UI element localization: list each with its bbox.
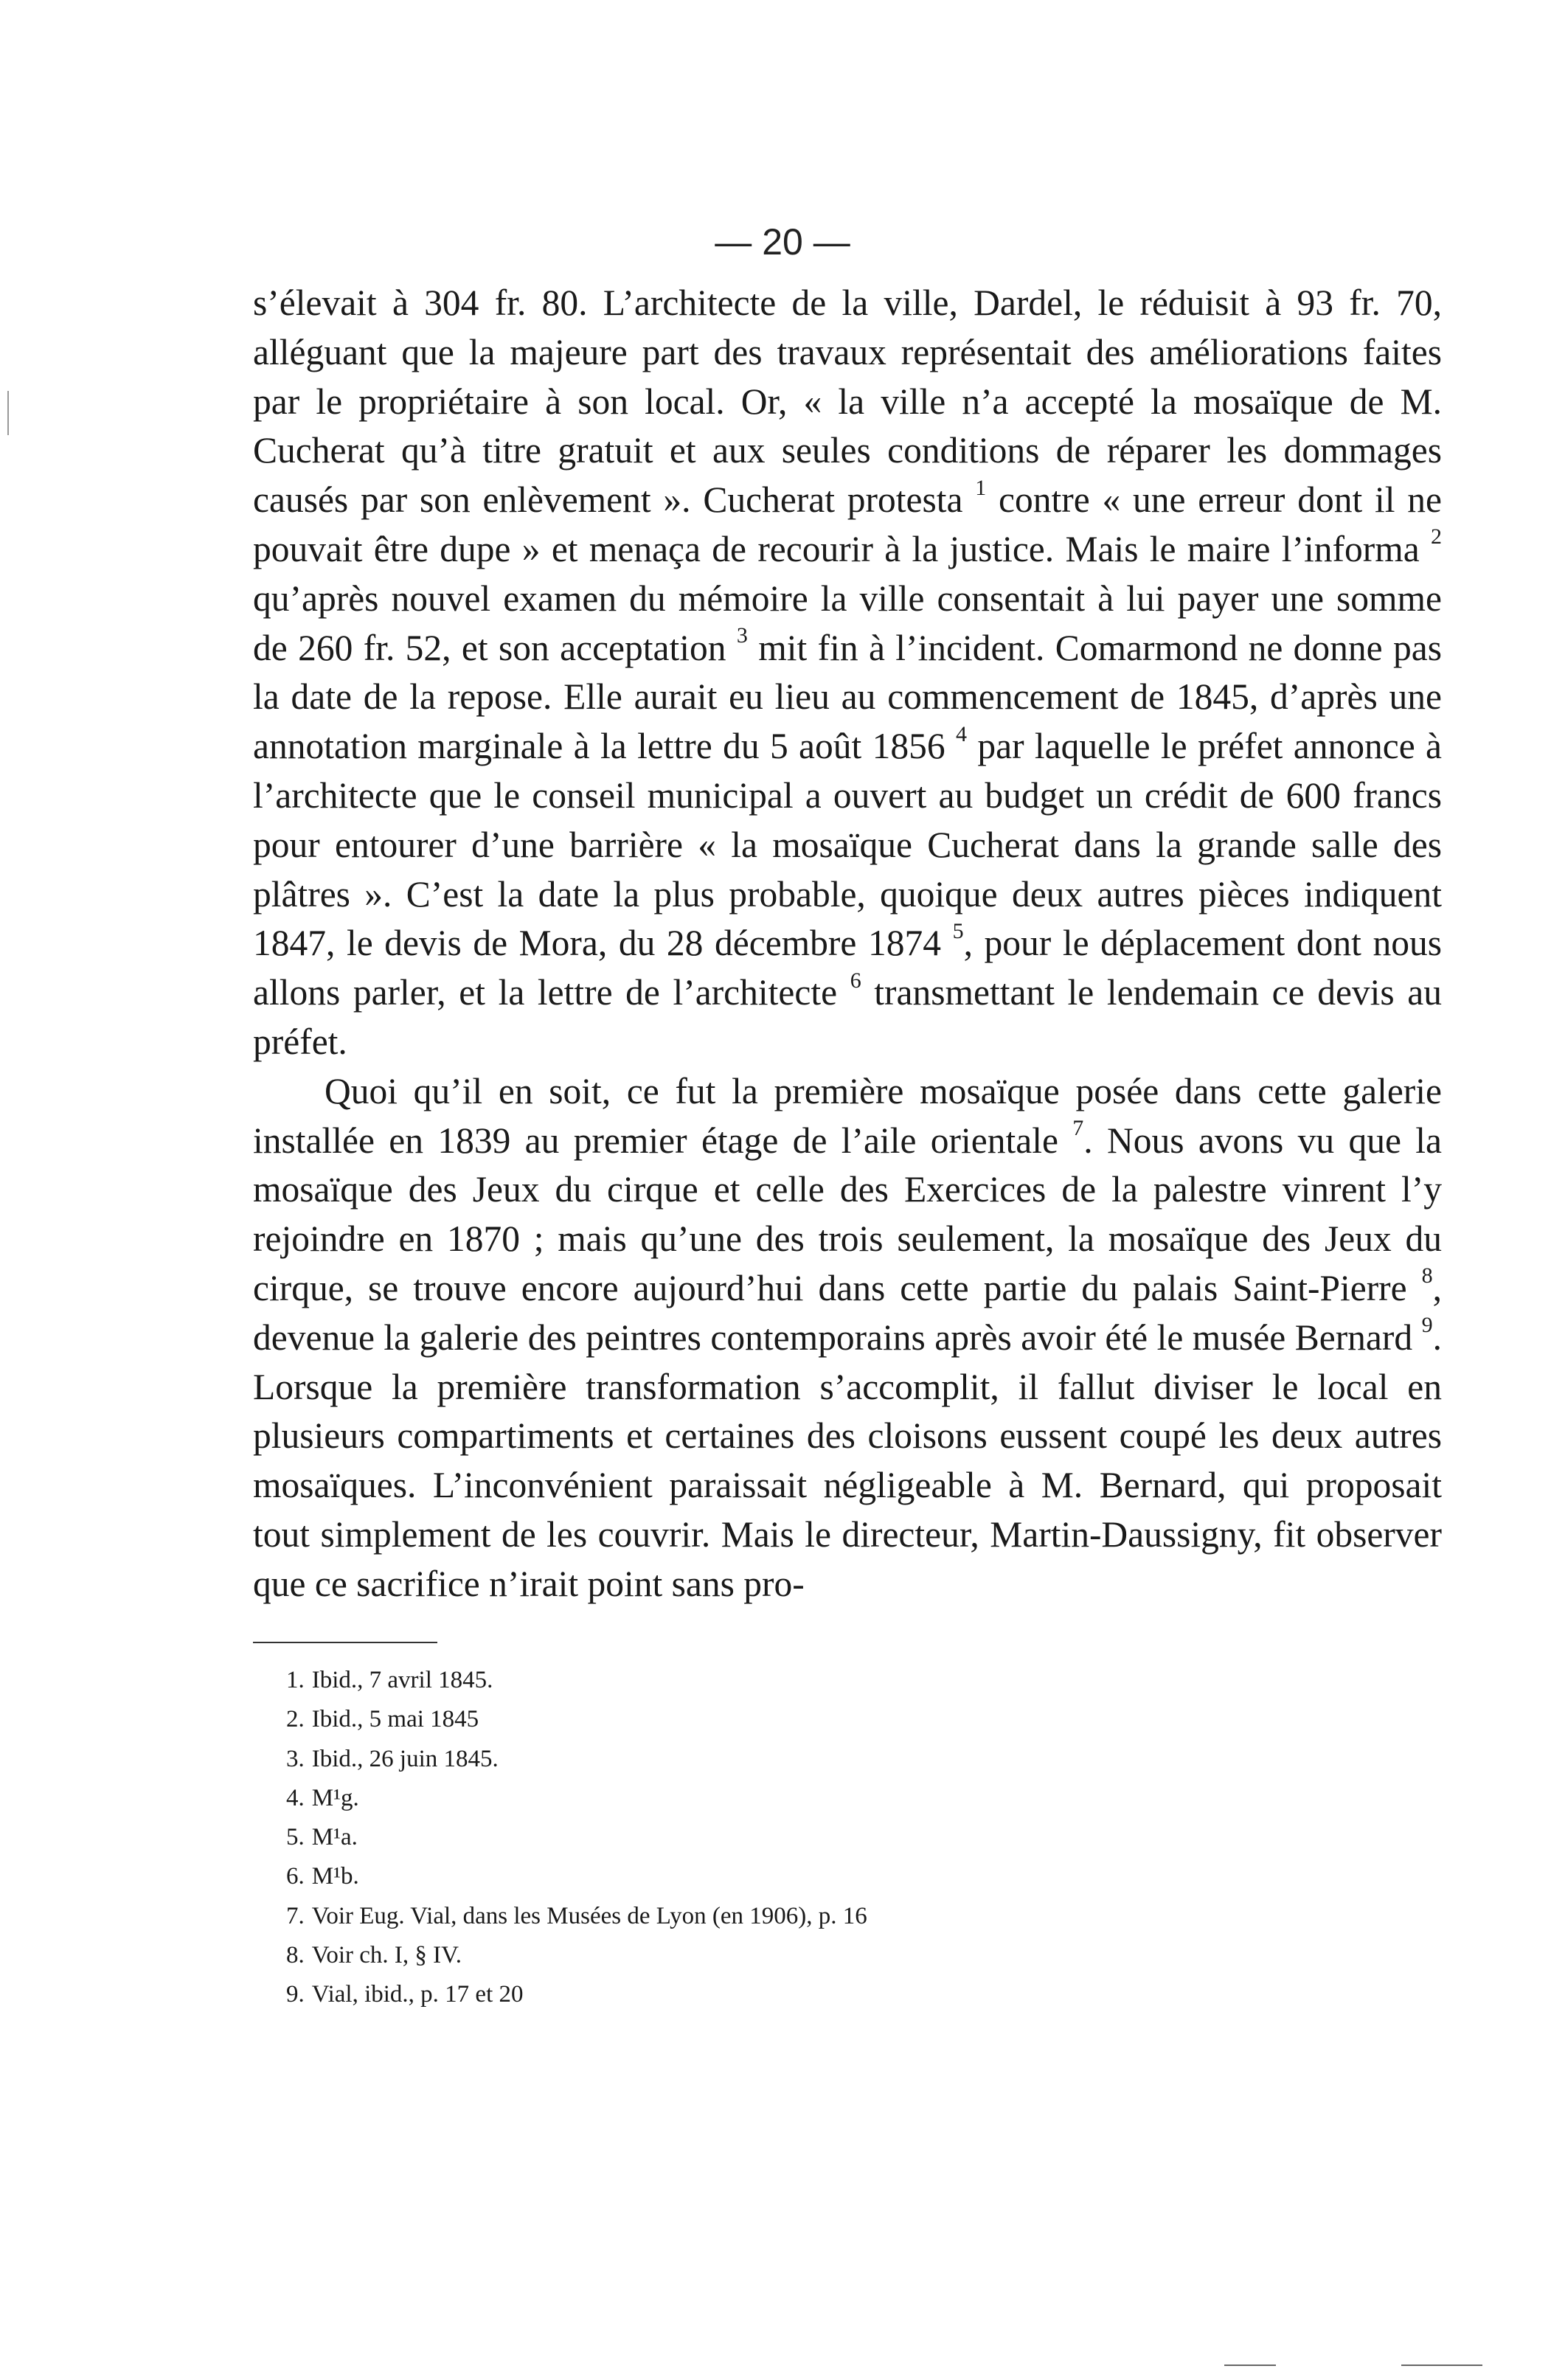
footnote	[286, 1700, 1319, 1739]
footnote	[286, 1975, 1319, 2014]
footnote-number: 7.	[286, 1902, 305, 1929]
text-run: . Lorsque la première transformation s’accomplit, il fallut diviser le local en plusieurs compartiments et certaines des cloisons eussent coupé les deux autres mosaïques. L’inconvénient paraissait négligeable à M. Bernard, qui proposait tout simplement de les couvrir. Mais le directeur, Martin-Daussigny, fit observer que ce sacrifice n’irait point sans pro-	[253, 1316, 1442, 1604]
text-run: Quoi qu’il en soit, ce fut la première mosaïque posée dans cette galerie installée en 1839 au premier étage de l’aile orientale	[253, 1070, 1442, 1161]
footnote-text: Vial, ibid., p. 17 et 20	[311, 1981, 524, 2008]
footnote-reference: 6	[850, 968, 861, 993]
bottom-rule-decoration	[1401, 2365, 1482, 2366]
text-run: . Nous avons vu que la mosaïque des Jeux du cirque et celle des Exercices de la palestre vinrent l’y rejoindre en 1870 ; mais qu’une des trois seulement, la mosaïque des Jeux du cirque, se trouve encore aujourd’hui dans cette partie du palais Saint-Pierre	[253, 1120, 1442, 1308]
footnote-reference: 3	[736, 623, 748, 648]
footnote	[286, 1661, 1319, 1700]
footnote-number: 9.	[286, 1981, 305, 2008]
footnote-reference: 9	[1421, 1313, 1433, 1338]
footnote-reference: 8	[1421, 1263, 1433, 1288]
footnote-reference: 5	[952, 918, 964, 943]
footnote-number: 5.	[286, 1824, 305, 1851]
footnotes	[286, 1661, 1319, 2015]
footnote-text: Ibid., 7 avril 1845.	[311, 1667, 493, 1693]
footnote-text: M¹a.	[311, 1824, 358, 1851]
footnote-number: 3.	[286, 1745, 305, 1772]
text-run: mit fin à l’incident. Comarmond ne donne pas la date de la repose. Elle aurait eu lieu au commencement de 1845, d’après une annotation marginale à la lettre du 5 août 1856	[253, 627, 1442, 767]
text-run: s’élevait à 304 fr. 80. L’architecte de la ville, Dardel, le réduisit à 93 fr. 70, alléguant que la majeure part des travaux représentait des améliorations faites par le propriétaire à son local. Or, « la ville n’a accepté la mosaïque de M. Cucherat qu’à titre gratuit et aux seules conditions de réparer les dommages causés par son enlèvement ». Cucherat protesta	[253, 282, 1442, 521]
footnote-number: 2.	[286, 1706, 305, 1733]
footnote-text: M¹g.	[311, 1784, 359, 1811]
footnote-number: 8.	[286, 1942, 305, 1969]
bottom-rule-decoration	[1224, 2365, 1276, 2366]
footnote-number: 4.	[286, 1784, 305, 1811]
margin-mark	[7, 391, 9, 435]
footnote	[286, 1897, 1319, 1936]
footnote-text: Voir ch. I, § IV.	[311, 1942, 462, 1969]
footnote	[286, 1936, 1319, 1975]
text-run: contre « une erreur dont il ne pouvait être dupe » et menaça de recourir à la justice. Mais le maire l’informa	[253, 479, 1442, 569]
footnote-separator	[253, 1642, 437, 1643]
footnote	[286, 1740, 1319, 1779]
text-run: transmettant le lendemain ce devis au préfet.	[253, 972, 1442, 1062]
footnote-reference: 2	[1431, 524, 1442, 549]
footnote-text: Ibid., 26 juin 1845.	[311, 1745, 499, 1772]
footnote	[286, 1818, 1319, 1857]
footnote-number: 6.	[286, 1863, 305, 1890]
page-number: — 20 —	[715, 221, 850, 263]
text-run: , devenue la galerie des peintres contemporains après avoir été le musée Bernard	[253, 1267, 1442, 1358]
footnote-reference: 4	[956, 721, 967, 746]
footnote	[286, 1857, 1319, 1896]
footnote-reference: 1	[975, 475, 987, 500]
footnote-number: 1.	[286, 1667, 305, 1693]
text-run: qu’après nouvel examen du mémoire la ville consentait à lui payer une somme de 260 fr. 52, et son acceptation	[253, 577, 1442, 668]
footnote-text: Ibid., 5 mai 1845	[311, 1706, 479, 1733]
footnote-reference: 7	[1072, 1116, 1084, 1141]
footnote-text: Voir Eug. Vial, dans les Musées de Lyon (en 1906), p. 16	[311, 1902, 867, 1929]
text-run: par laquelle le préfet annonce à l’architecte que le conseil municipal a ouvert au budget un crédit de 600 francs pour entourer d’une barrière « la mosaïque Cucherat dans la grande salle des plâtres ». C’est la date la plus probable, quoique deux autres pièces indiquent 1847, le devis de Mora, du 28 décembre 1874	[253, 726, 1443, 964]
body-text	[253, 279, 1442, 1609]
footnote-text: M¹b.	[311, 1863, 359, 1890]
text-run: , pour le déplacement dont nous allons parler, et la lettre de l’architecte	[253, 923, 1442, 1013]
paragraph	[253, 1067, 1442, 1609]
paragraph	[253, 279, 1442, 1067]
footnote	[286, 1779, 1319, 1818]
